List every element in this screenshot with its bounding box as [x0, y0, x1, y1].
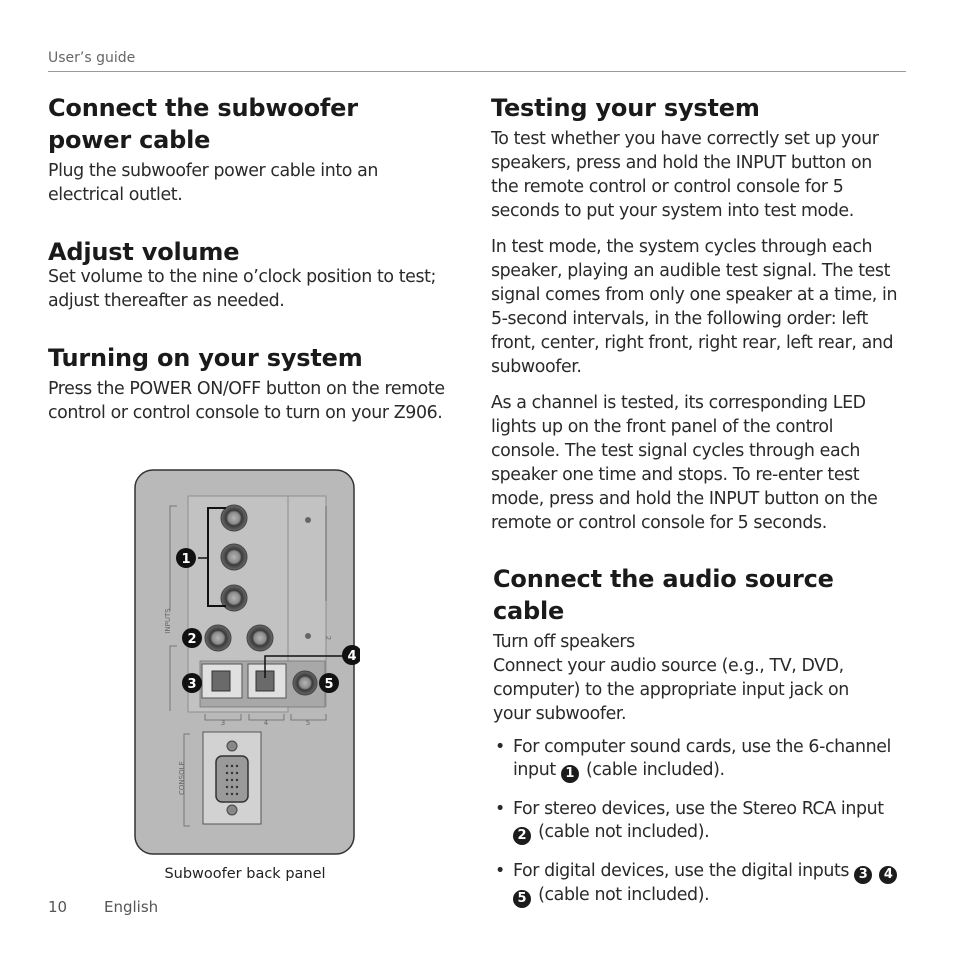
title-line-2: power cable — [48, 126, 211, 154]
section-connect-power — [48, 92, 468, 207]
port-label: 2 — [324, 635, 332, 641]
svg-text:4: 4 — [347, 649, 357, 664]
svg-text:5: 5 — [324, 677, 334, 692]
callout-1 — [176, 548, 196, 568]
bullet-list — [493, 736, 903, 908]
number-badge: 4 — [879, 866, 897, 884]
line-connect: Connect your audio source (e.g., TV, DVD, computer) to the appropriate input jack on your subwoofer. — [493, 656, 849, 724]
section-title: Turning on your system — [48, 344, 363, 372]
title-line-1: Connect the subwoofer — [48, 94, 358, 122]
section-body: Set volume to the nine o’clock position to test; adjust thereafter as needed. — [48, 267, 437, 311]
port-label: 5 — [305, 719, 311, 727]
section-title: Connect the audio source cable — [493, 565, 834, 625]
inputs-label: INPUTS — [164, 608, 172, 634]
list-item: • For digital devices, use the digital inputs 3 4 5 (cable not included). — [493, 860, 903, 908]
rca-jack — [221, 544, 247, 570]
line-turn-off: Turn off speakers — [493, 632, 635, 652]
callout-3 — [182, 673, 202, 693]
console-label: CONSOLE — [178, 761, 186, 795]
list-item: • For computer sound cards, use the 6-channel input 1 (cable included). — [495, 737, 891, 781]
rca-jack — [221, 585, 247, 611]
page-number: 10 — [48, 898, 68, 916]
paragraph-3: As a channel is tested, its corresponding LED lights up on the front panel of the control console. The test signal cycles through each speaker one time and stops. To re-enter test mode, press and hold the INPUT button on the remote or control console for 5 seconds. — [491, 393, 878, 533]
svg-text:1: 1 — [181, 552, 191, 567]
section-turning-on — [48, 342, 468, 425]
header-rule — [48, 71, 906, 72]
footer-language: English — [104, 898, 159, 916]
svg-text:3: 3 — [187, 677, 197, 692]
paragraph-2: In test mode, the system cycles through each speaker, playing an audible test signal. The test signal comes from only one speaker at a time, in 5-second intervals, in the following order: left front, center, right front, right rear, left rear, and subwoofer. — [491, 237, 898, 377]
section-body: Press the POWER ON/OFF button on the remote control or control console to turn on your Z906. — [48, 379, 445, 423]
section-audio-source — [493, 563, 903, 923]
callout-2 — [182, 628, 202, 648]
section-title — [48, 92, 468, 156]
number-badge: 1 — [561, 765, 579, 783]
subwoofer-back-panel-diagram — [130, 466, 360, 858]
paragraph-1: To test whether you have correctly set up your speakers, press and hold the INPUT button on the remote control or control console for 5 seconds to put your system into test mode. — [491, 129, 879, 221]
port-label: 3 — [220, 719, 226, 727]
running-header: User’s guide — [48, 50, 136, 66]
port-label: 4 — [263, 719, 269, 727]
section-testing — [491, 92, 903, 535]
number-badge: 5 — [513, 890, 531, 908]
list-item: • For stereo devices, use the Stereo RCA input 2 (cable not included). — [495, 799, 884, 843]
callout-5 — [319, 673, 339, 693]
coax-jack — [293, 671, 317, 695]
section-body: Plug the subwoofer power cable into an electrical outlet. — [48, 161, 379, 205]
section-title: Adjust volume — [48, 238, 240, 266]
rca-jack — [247, 625, 273, 651]
figure-caption: Subwoofer back panel — [164, 866, 326, 882]
number-badge: 2 — [513, 827, 531, 845]
number-badge: 3 — [854, 866, 872, 884]
section-adjust-volume — [48, 236, 468, 313]
section-title: Testing your system — [491, 94, 760, 122]
svg-text:2: 2 — [187, 632, 197, 647]
rca-jack — [205, 625, 231, 651]
